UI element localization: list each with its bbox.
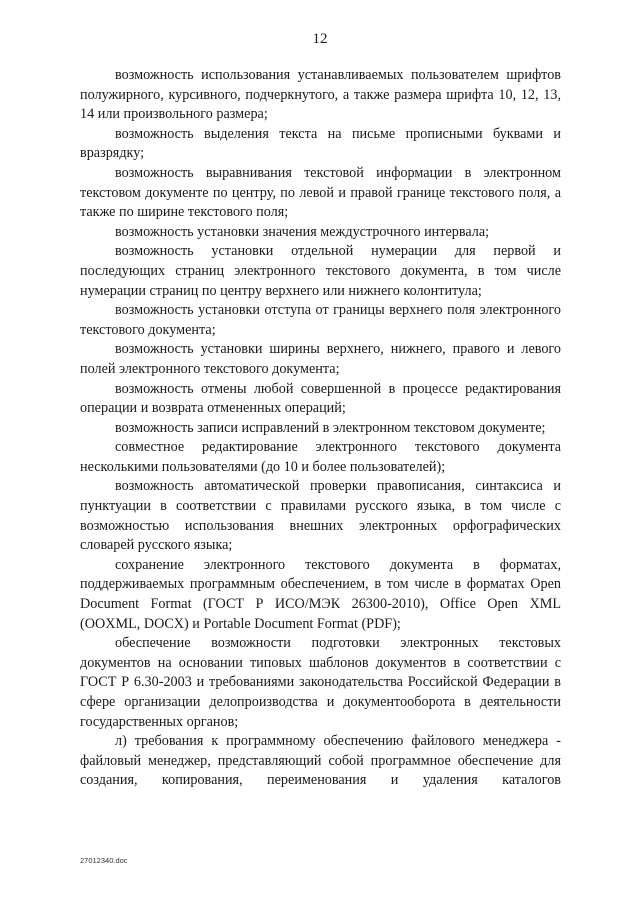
- paragraph-page-numbering: возможность установки отдельной нумерации для первой и последующих страниц электронного текстового документа, в том числе нумерации страниц по центру верхнего или нижнего колонтитула;: [80, 243, 561, 299]
- paragraph-uppercase: возможность выделения текста на письме прописными буквами и вразрядку;: [80, 125, 561, 162]
- paragraph-margins: возможность установки ширины верхнего, нижнего, правого и левого полей электронного текстового документа;: [80, 341, 561, 377]
- paragraph-undo: возможность отмены любой совершенной в процессе редактирования операции и возврата отмененных операций;: [80, 380, 561, 417]
- paragraph-track-changes: возможность записи исправлений в электронном текстовом документе;: [115, 419, 546, 436]
- page-number: 12: [312, 31, 328, 47]
- paragraph-file-manager: л) требования к программному обеспечению файлового менеджера - файловый менеджер, представляющий собой программное обеспечение для создания, копирования, переименования и удаления каталогов: [80, 733, 561, 789]
- paragraph-alignment: возможность выравнивания текстовой информации в электронном текстовом документе по центру, по левой и правой границе текстового поля, а также по ширине текстового поля;: [80, 164, 561, 221]
- paragraph-line-spacing: возможность установки значения междустрочного интервала;: [115, 223, 490, 240]
- paragraph-save-formats: сохранение электронного текстового документа в форматах, поддерживаемых программным обеспечением, в том числе в форматах Open Document Format (ГОСТ Р ИСО/МЭК 26300-2010), Office Open XML (OOXML, DOCX) и Portable Document Format (PDF);: [80, 556, 561, 632]
- paragraph-spellcheck: возможность автоматической проверки правописания, синтаксиса и пунктуации в соответствии с правилами русского языка, в том числе с возможностью использования внешних электронных орфографических словарей русского языка;: [80, 478, 561, 554]
- document-body: [80, 66, 561, 791]
- paragraph-coediting: совместное редактирование электронного текстового документа несколькими пользователями (до 10 и более пользователей);: [80, 439, 561, 475]
- paragraph-top-indent: возможность установки отступа от границы верхнего поля электронного текстового документа;: [80, 302, 561, 338]
- footer-filename: 27012340.doc: [80, 856, 128, 865]
- paragraph-templates: обеспечение возможности подготовки электронных текстовых документов на основании типовых шаблонов документов в соответствии с ГОСТ Р 6.30-2003 и требованиями законодательства Российской Федерации в сфере организации делопроизводства и документооборота в деятельности государственных органов;: [80, 635, 561, 730]
- paragraph-fonts: возможность использования устанавливаемых пользователем шрифтов полужирного, курсивного, подчеркнутого, а также размера шрифта 10, 12, 13, 14 или произвольного размера;: [80, 67, 561, 123]
